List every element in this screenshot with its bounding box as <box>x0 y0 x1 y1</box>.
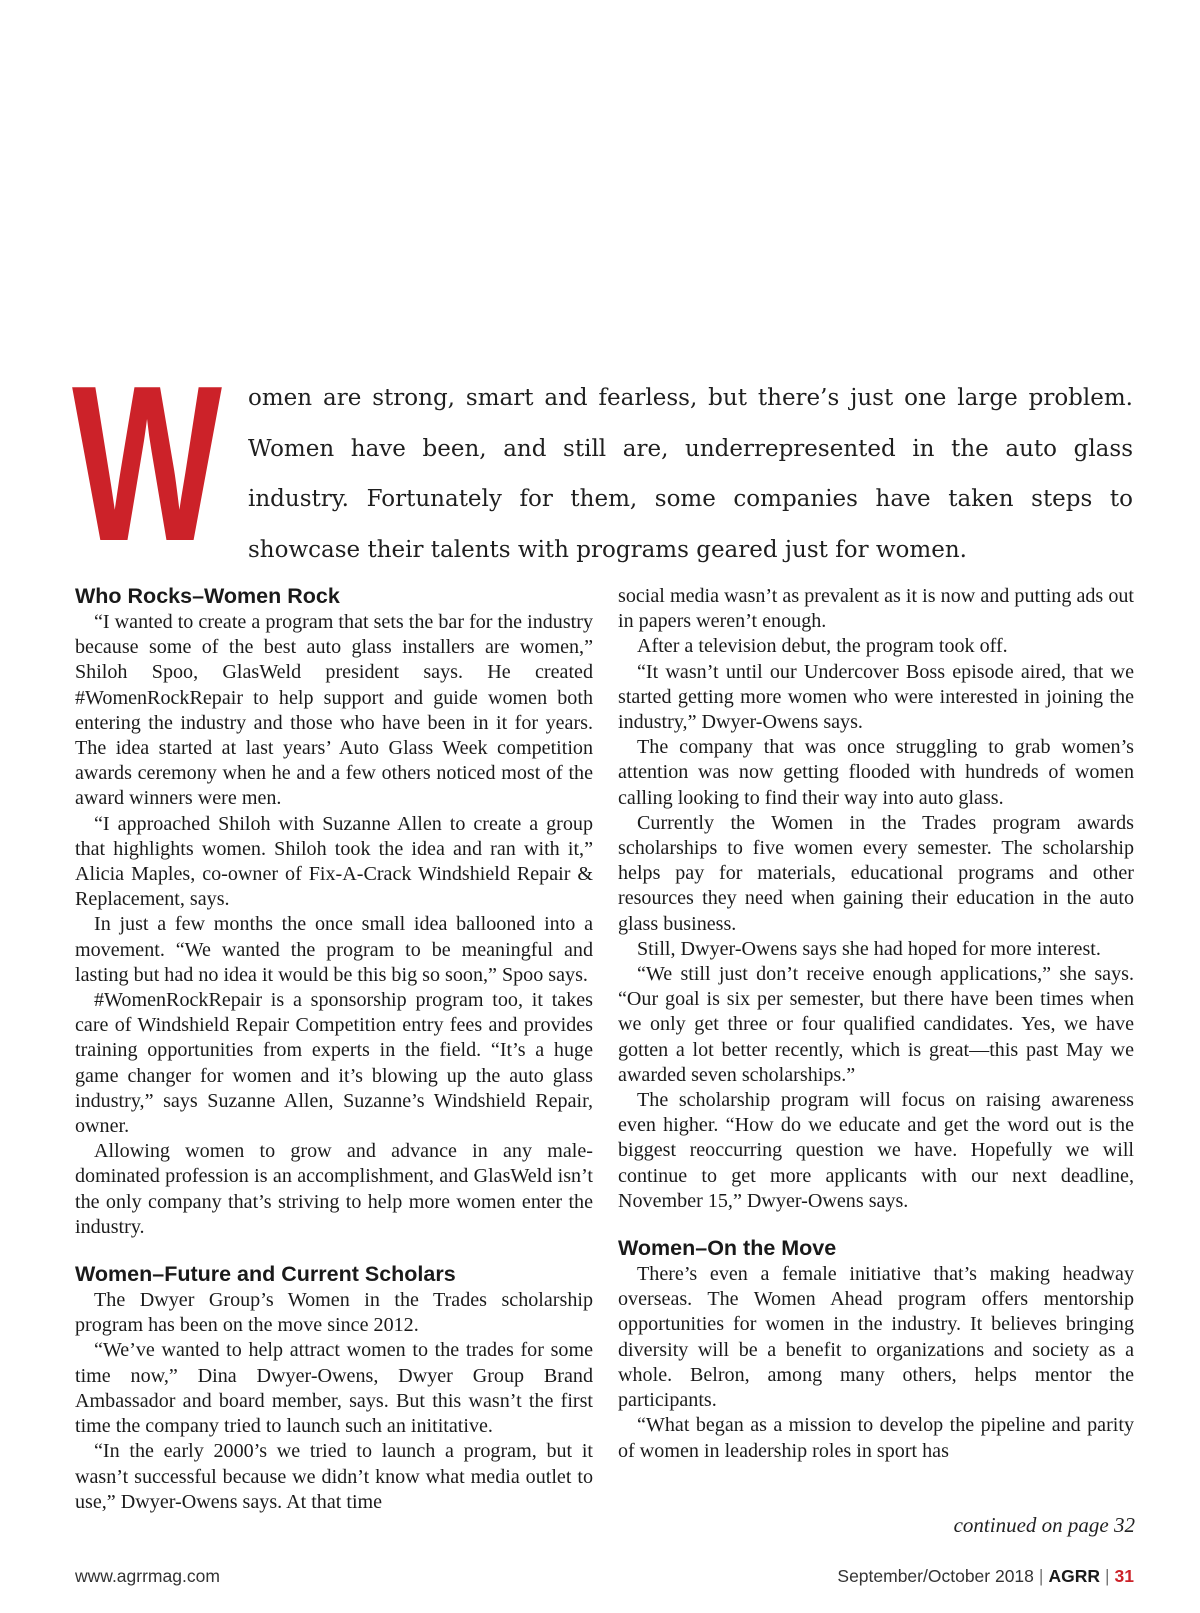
body-paragraph: “It wasn’t until our Undercover Boss episode aired, that we started getting more women who were interested in joining the industry,” Dwyer-Owens says. <box>618 660 1134 734</box>
body-paragraph-continued: social media wasn’t as prevalent as it is now and putting ads out in papers weren’t enough. <box>618 585 1134 633</box>
body-paragraph: “I approached Shiloh with Suzanne Allen to create a group that highlights women. Shiloh took the idea and ran with it,” Alicia Maples, co-owner of Fix-A-Crack Windshield Repair & Replacement, says. <box>75 812 593 911</box>
body-paragraph: In just a few months the once small idea ballooned into a movement. “We wanted the program to be meaningful and lasting but had no idea it would be this big so soon,” Spoo says. <box>75 913 593 986</box>
footer-magazine-name: AGRR <box>1048 1566 1100 1586</box>
left-column <box>75 584 593 1515</box>
footer-separator: | <box>1104 1566 1110 1586</box>
footer-page-number: 31 <box>1114 1566 1134 1586</box>
body-paragraph: “We still just don’t receive enough applications,” she says. “Our goal is six per semester, but there have been times when we only get three or four qualified candidates. Yes, we have gotten a lot better recently, which is great—this past May we awarded seven scholarships.” <box>618 963 1134 1086</box>
footer-separator: | <box>1038 1566 1044 1586</box>
right-column <box>618 584 1134 1464</box>
footer-folio <box>837 1566 1134 1587</box>
body-paragraph: After a television debut, the program took off. <box>637 635 1008 658</box>
continued-on-page-note[interactable]: continued on page 32 <box>953 1513 1135 1537</box>
footer-website-link[interactable]: www.agrrmag.com <box>75 1566 220 1586</box>
body-paragraph: Allowing women to grow and advance in any male-dominated profession is an accomplishment, and GlasWeld isn’t the only company that’s striving to help more women enter the industry. <box>75 1140 593 1238</box>
body-paragraph: “We’ve wanted to help attract women to the trades for some time now,” Dina Dwyer-Owens, Dwyer Group Brand Ambassador and board member, says. But this wasn’t the first time the company tried to launch such an inititative. <box>75 1339 593 1438</box>
body-paragraph: “What began as a mission to develop the pipeline and parity of women in leadership roles in sport has <box>618 1414 1134 1462</box>
body-paragraph: “I wanted to create a program that sets the bar for the industry because some of the best auto glass installers are women,” Shiloh Spoo, GlasWeld president says. He created #WomenRockRepair to help support and guide women both entering the industry and those who have been in it for years. The idea started at last years’ Auto Glass Week competition awards ceremony when he and a few others noticed most of the award winners were men. <box>75 611 593 810</box>
drop-cap-letter-w <box>72 340 223 588</box>
body-paragraph: “In the early 2000’s we tried to launch a program, but it wasn’t successful because we didn’t know what media outlet to use,” Dwyer-Owens says. At that time <box>75 1440 593 1513</box>
lede-paragraph: omen are strong, smart and fearless, but there’s just one large problem. Women have been, and still are, underrepresented in the auto glass industry. Fortunately for them, some companies have taken steps to showcase their talents with programs geared just for women. <box>248 385 1133 563</box>
body-paragraph: There’s even a female initiative that’s making headway overseas. The Women Ahead program offers mentorship opportunities for women in the industry. It believes bringing diversity will be a benefit to organizations and society as a whole. Belron, among many others, helps mentor the participants. <box>618 1263 1134 1412</box>
heading-on-the-move: Women–On the Move <box>618 1236 837 1261</box>
body-paragraph: Currently the Women in the Trades program awards scholarships to five women every semester. The scholarship helps pay for materials, educational programs and other resources they need when gaining their education in the auto glass business. <box>618 811 1134 935</box>
drop-cap-glyph: W <box>72 340 223 588</box>
heading-future-scholars: Women–Future and Current Scholars <box>75 1262 456 1287</box>
body-paragraph: Still, Dwyer-Owens says she had hoped for more interest. <box>637 937 1101 960</box>
body-paragraph: #WomenRockRepair is a sponsorship program too, it takes care of Windshield Repair Competition entry fees and provides training opportunities from experts in the field. “It’s a huge game changer for women and it’s blowing up the auto glass industry,” says Suzanne Allen, Suzanne’s Windshield Repair, owner. <box>75 989 593 1138</box>
heading-who-rocks: Who Rocks–Women Rock <box>75 584 340 608</box>
body-paragraph: The Dwyer Group’s Women in the Trades scholarship program has been on the move since 2012. <box>75 1289 593 1337</box>
footer-issue-date: September/October 2018 <box>837 1566 1034 1586</box>
body-paragraph: The company that was once struggling to grab women’s attention was now getting flooded with hundreds of women calling looking to find their way into auto glass. <box>618 736 1134 809</box>
body-paragraph: The scholarship program will focus on raising awareness even higher. “How do we educate and get the word out is the biggest reoccurring question we have. Hopefully we will continue to get more applicants with our next deadline, November 15,” Dwyer-Owens says. <box>618 1089 1134 1212</box>
